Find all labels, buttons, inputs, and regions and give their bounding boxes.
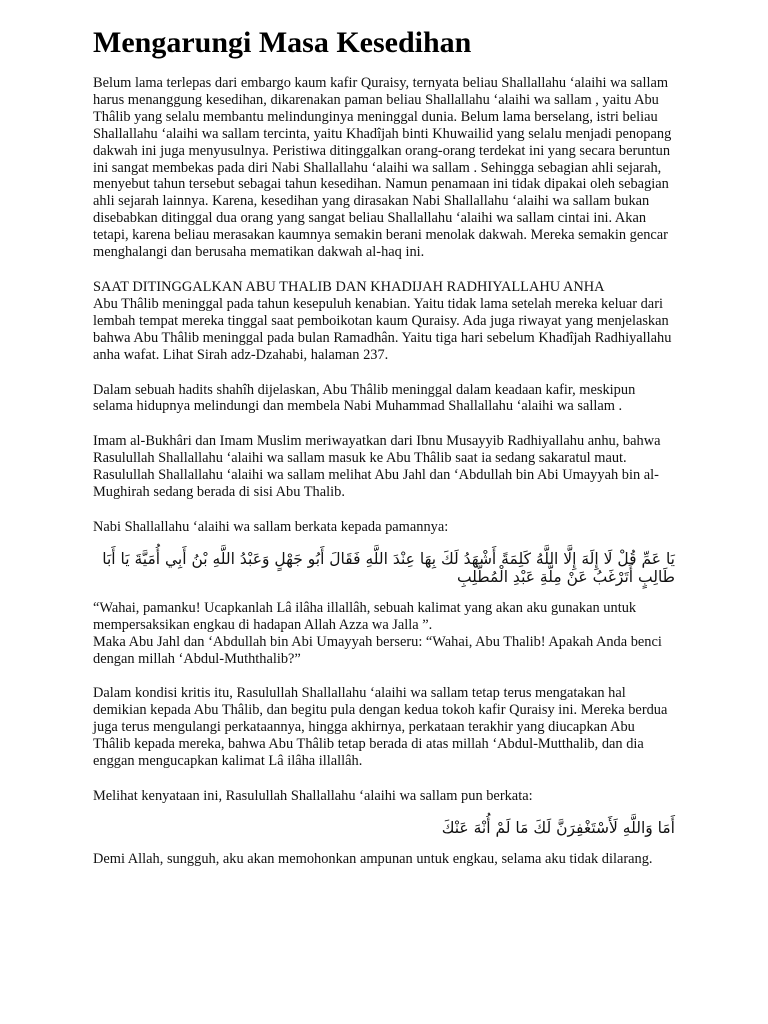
translation-paragraph-2: Maka Abu Jahl dan ‘Abdullah bin Abi Umayyah berseru: “Wahai, Abu Thalib! Apakah Anda benci dengan millah ‘Abdul-Muththalib?”	[93, 633, 662, 667]
closing-paragraph: Demi Allah, sungguh, aku akan memohonkan ampunan untuk engkau, selama aku tidak dilarang.	[93, 850, 653, 867]
prophet-said-paragraph: Nabi Shallallahu ‘alaihi wa sallam berkata kepada pamannya:	[93, 518, 449, 535]
section-paragraph: Abu Thâlib meninggal pada tahun kesepuluh kenabian. Yaitu tidak lama setelah mereka keluar dari lembah tempat mereka tinggal saat pemboikotan kaum Quraisy. Ada juga riwayat yang menjelaskan bahwa Abu Thâlib meninggal pada bulan Ramadhân. Yaitu tiga hari sebelum Khadîjah Radhiyallahu anha wafat. Lihat Sirah adz-Dzahabi, halaman 237.	[93, 295, 672, 363]
hadith-intro-paragraph: Dalam sebuah hadits shahîh dijelaskan, Abu Thâlib meninggal dalam keadaan kafir, meskipun selama hidupnya melindungi dan membela Nabi Muhammad Shallallahu ‘alaihi wa sallam .	[93, 381, 636, 415]
narration-paragraph: Imam al-Bukhâri dan Imam Muslim meriwayatkan dari Ibnu Musayyib Radhiyallahu anhu, bahwa Rasulullah Shallallahu ‘alaihi wa sallam masuk ke Abu Thâlib saat ia sedang sakaratul maut. Rasulullah Shallallahu ‘alaihi wa sallam melihat Abu Jahl dan ‘Abdullah bin Abi Umayyah bin al-Mughirah sedang berada di sisi Abu Thalib.	[93, 433, 661, 501]
arabic-oath-text: أَمَا وَاللَّهِ لَأَسْتَغْفِرَنَّ لَكَ مَا لَمْ أُنْهَ عَنْكَ	[441, 818, 675, 837]
seeing-paragraph: Melihat kenyataan ini, Rasulullah Shallallahu ‘alaihi wa sallam pun berkata:	[93, 788, 533, 804]
page-title: Mengarungi Masa Kesedihan	[93, 26, 472, 59]
section-heading: SAAT DITINGGALKAN ABU THALIB DAN KHADIJAH RADHIYALLAHU ANHA	[93, 278, 605, 295]
critical-paragraph: Dalam kondisi kritis itu, Rasulullah Shallallahu ‘alaihi wa sallam tetap terus mengatakan hal demikian kepada Abu Thâlib, dan begitu pula dengan kedua tokoh kafir Quraisy ini. Mereka berdua juga terus mengulangi perkataannya, hingga akhirnya, perkataan terakhir yang diucapkan Abu Thâlib kepada mereka, bahwa Abu Thâlib tetap berada di atas millah ‘Abdul-Mutthalib, dan dia enggan mengucapkan kalimat Lâ ilâha illallâh.	[93, 685, 668, 770]
arabic-hadith-text: يَا عَمِّ قُلْ لَا إِلَهَ إِلَّا اللَّهُ كَلِمَةً أَشْهَدُ لَكَ بِهَا عِنْدَ اللَّهِ فَقَالَ أَبُو جَهْلٍ وَعَبْدُ اللَّهِ بْنُ أَبِي أُمَيَّةَ يَا أَبَا طَالِبٍ أَتَرْغَبُ عَنْ مِلَّةِ عَبْدِ الْمُطَّلِبِ	[102, 549, 675, 586]
document-body	[93, 75, 675, 868]
intro-paragraph: Belum lama terlepas dari embargo kaum kafir Quraisy, ternyata beliau Shallallahu ‘alaihi wa sallam harus menanggung kesedihan, dikarenakan paman beliau Shallallahu ‘alaihi wa sallam , yaitu Abu Thâlib yang selalu membantu melindunginya meninggal dunia. Belum lama berselang, istri beliau Shallallahu ‘alaihi wa sallam tercinta, yaitu Khadîjah binti Khuwailid yang selalu menjadi penopang dakwah ini juga menyusulnya. Peristiwa ditinggalkan orang-orang terdekat ini yang secara beruntun ini sangat membekas pada diri Nabi Shallallahu ‘alaihi wa sallam . Sehingga sebagian ahli sejarah, menyebut tahun tersebut sebagai tahun kesedihan. Namun penamaan ini tidak dipakai oleh sebagian ahli sejarah lainnya. Karena, kesedihan yang dirasakan Nabi Shallallahu ‘alaihi wa sallam bukan disebabkan ditinggal dua orang yang sangat beliau Shallallahu ‘alaihi wa sallam cintai ini. Akan tetapi, karena beliau merasakan kaumnya semakin berani menolak dakwah. Mereka semakin gencar menghalangi dan berusaha mematikan dakwah al-haq ini.	[93, 75, 672, 261]
translation-paragraph-1: “Wahai, pamanku! Ucapkanlah Lâ ilâha illallâh, sebuah kalimat yang akan aku gunakan untuk mempersaksikan engkau di hadapan Allah Azza wa Jalla ”.	[93, 599, 637, 633]
